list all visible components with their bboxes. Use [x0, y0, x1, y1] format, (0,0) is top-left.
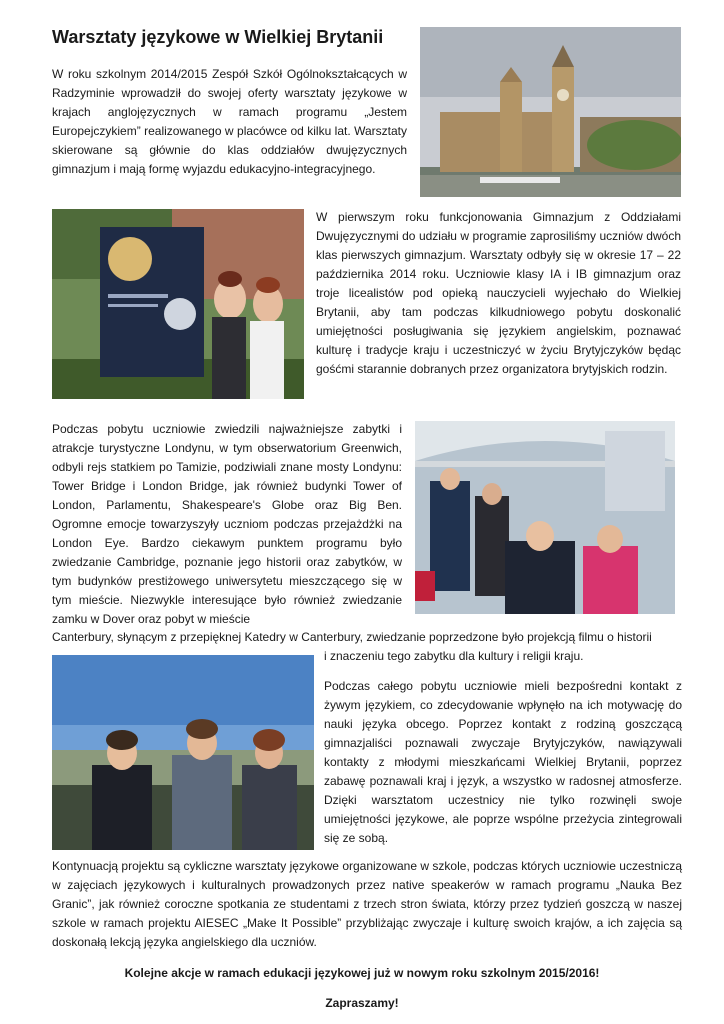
photo-london-eye	[415, 421, 675, 614]
paragraph-sightseeing: Podczas pobytu uczniowie zwiedzili najważniejsze zabytki i atrakcje turystyczne Londynu, w tym obserwatorium Greenwich, odbyli rejs statkiem po Tamizie, podziwiali znane mosty Londynu: Tower Bridge i London Bridge, jak również budynki Tower of London, Parlamentu, Shakespeare's Globe oraz Big Ben. Ogromne emocje towarzyszyły uczniom podczas przejażdżki na London Eye. Bardzo ciekawym punktem programu było zwiedzanie Cambridge, poznanie jego historii oraz zabytków, w tym budynków prestiżowego uniwersytetu mieszczącego się w tym mieście. Niezwykle interesujące było również zwiedzanie zamku w Dover oraz pobyt w mieście	[52, 422, 402, 626]
closing-invitation: Zapraszamy!	[325, 996, 399, 1010]
photo-students-outdoors	[52, 655, 314, 850]
page-title: Warsztaty językowe w Wielkiej Brytanii	[52, 27, 384, 47]
paragraph-sightseeing-end: i znaczeniu tego zabytku dla kultury i religii kraju.	[324, 649, 584, 663]
paragraph-language-contact: Podczas całego pobytu uczniowie mieli bezpośredni kontakt z żywym językiem, co zdecydowanie wpłynęło na ich motywację do nauki języka obcego. Poprzez kontakt z rodziną goszczącą gimnazjaliści poznawali zwyczaje Brytyjczyków, nawiązywali kontakty z młodymi mieszkańcami Wielkiej Brytanii, poprzez zabawę poznawali kraj i język, a wszystko w radosnej atmosferze. Dzięki warsztatom uczestnicy nie tylko rozwinęli swoje umiejętności językowe, ale poprze wspólne przeżycia zintegrowali się ze sobą.	[324, 679, 682, 845]
paragraph-first-year: W pierwszym roku funkcjonowania Gimnazjum z Oddziałami Dwujęzycznymi do udziału w programie zaprosiliśmy uczniów dwóch klas pierwszych gimnazjum. Warsztaty odbyły się w okresie 17 – 22 października 2014 roku. Uczniowie klasy IA i IB gimnazjum oraz troje licealistów pod opieką nauczycieli wyjechało do Wielkiej Brytanii, aby tam podczas kilkudniowego pobytu doskonalić umiejętności posługiwania się językiem angielskim, poznawać kulturę i tradycje kraju i uczestniczyć w życiu Brytyjczyków będąc gośćmi starannie dobranych przez organizatora brytyjskich rodzin.	[316, 210, 681, 376]
photo-royal-observatory	[52, 209, 304, 399]
photo-big-ben-parliament	[420, 27, 681, 197]
closing-announcement: Kolejne akcje w ramach edukacji językowej już w nowym roku szkolnym 2015/2016!	[124, 966, 600, 980]
paragraph-continuation: Kontynuacją projektu są cykliczne warsztaty językowe organizowane w szkole, podczas których uczniowie uczestniczą w zajęciach językowych i kulturalnych prowadzonych przez native speakerów w ramach programu „Nauka Bez Granic”, jak również coroczne spotkania ze studentami z trzech stron świata, którzy przez tydzień goszczą w naszej szkole w ramach projektu AIESEC „Make It Possible” przybliżając zwyczaje i kulturę swoich krajów, a ich zajęcia są doskonałą lekcją języka angielskiego dla uczniów.	[52, 859, 682, 949]
paragraph-intro: W roku szkolnym 2014/2015 Zespół Szkół Ogólnokształcących w Radzyminie wprowadził do swojej oferty warsztaty językowe w krajach anglojęzycznych w ramach programu „Jestem Europejczykiem” realizowanego w placówce od kilku lat. Warsztaty skierowane są głównie do klas oddziałów dwujęzycznych gimnazjum i mają formę wyjazdu edukacyjno-integracyjnego.	[52, 67, 407, 176]
paragraph-sightseeing-cont: Canterbury, słynącym z przepięknej Katedry w Canterbury, zwiedzanie poprzedzone było projekcją filmu o historii	[52, 630, 652, 644]
